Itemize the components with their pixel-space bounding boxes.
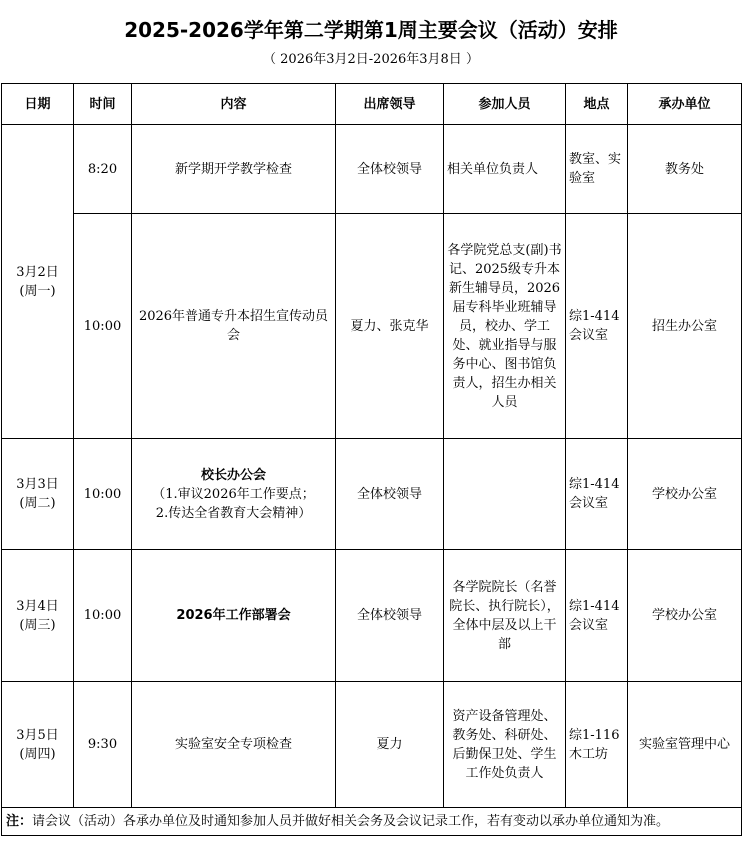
content-title: 校长办公会 [200,467,266,483]
location-cell: 综1-414会议室 [566,214,628,439]
table-row [2,439,742,550]
content-cell [132,439,336,550]
leaders-cell: 全体校领导 [336,439,444,550]
date: 3月4日 [16,598,59,614]
participants-cell: 各学院党总支(副)书记、2025级专升本新生辅导员，2026届专科毕业班辅导员，校办、学工处、就业指导与服务中心、图书馆负责人，招生办相关人员 [444,214,566,439]
leaders-cell: 夏力 [336,682,444,808]
date-cell [2,682,74,808]
content-cell: 2026年工作部署会 [132,550,336,682]
time-cell: 9:30 [74,682,132,808]
date-range-subtitle: （ 2026年3月2日-2026年3月8日 ） [263,52,479,67]
leaders-cell: 全体校领导 [336,550,444,682]
header-location: 地点 [566,84,628,125]
location-cell: 综1-414会议室 [566,550,628,682]
header-organizer: 承办单位 [628,84,742,125]
participants-cell [444,439,566,550]
date: 3月2日 [16,264,59,280]
organizer-cell: 教务处 [628,125,742,214]
leaders-cell: 全体校领导 [336,125,444,214]
weekday: (周四) [19,746,56,762]
participants-cell: 资产设备管理处、教务处、科研处、后勤保卫处、学生工作处负责人 [444,682,566,808]
content-cell: 新学期开学教学检查 [132,125,336,214]
header-leaders: 出席领导 [336,84,444,125]
header-content: 内容 [132,84,336,125]
participants-cell: 相关单位负责人 [444,125,566,214]
date-cell [2,550,74,682]
leaders-cell: 夏力、张克华 [336,214,444,439]
time-cell: 8:20 [74,125,132,214]
date: 3月3日 [16,477,59,492]
header-participants: 参加人员 [444,84,566,125]
weekday: (周三) [19,617,56,633]
time-cell: 10:00 [74,550,132,682]
schedule-table [1,83,742,836]
header-row [2,84,742,125]
weekday: (周一) [19,283,56,299]
content-line: （1.审议2026年工作要点； [152,486,315,502]
location-cell: 综1-116木工坊 [566,682,628,808]
location-cell: 教室、实验室 [566,125,628,214]
note-label: 注： [6,814,33,829]
table-row [2,682,742,808]
note-text: 请会议（活动）各承办单位及时通知参加人员并做好相关会务及会议记录工作，若有变动以承办单位通知为准。 [32,814,670,829]
table-row [2,550,742,682]
organizer-cell: 招生办公室 [628,214,742,439]
organizer-cell: 实验室管理中心 [628,682,742,808]
page-title: 2025-2026学年第二学期第1周主要会议（活动）安排 [124,18,618,42]
weekday: (周二) [19,496,56,511]
header-time: 时间 [74,84,132,125]
content-line: 2.传达全省教育大会精神） [155,505,312,521]
note-cell [2,808,742,836]
organizer-cell: 学校办公室 [628,550,742,682]
note-row [2,808,742,836]
time-cell: 10:00 [74,214,132,439]
date: 3月5日 [16,727,59,743]
location-cell: 综1-414会议室 [566,439,628,550]
organizer-cell: 学校办公室 [628,439,742,550]
content-cell: 2026年普通专升本招生宣传动员会 [132,214,336,439]
header-date: 日期 [2,84,74,125]
date-cell [2,439,74,550]
table-row [2,125,742,214]
date-cell [2,125,74,439]
table-row [2,214,742,439]
participants-cell: 各学院院长（名誉院长、执行院长），全体中层及以上干部 [444,550,566,682]
time-cell: 10:00 [74,439,132,550]
content-cell: 实验室安全专项检查 [132,682,336,808]
